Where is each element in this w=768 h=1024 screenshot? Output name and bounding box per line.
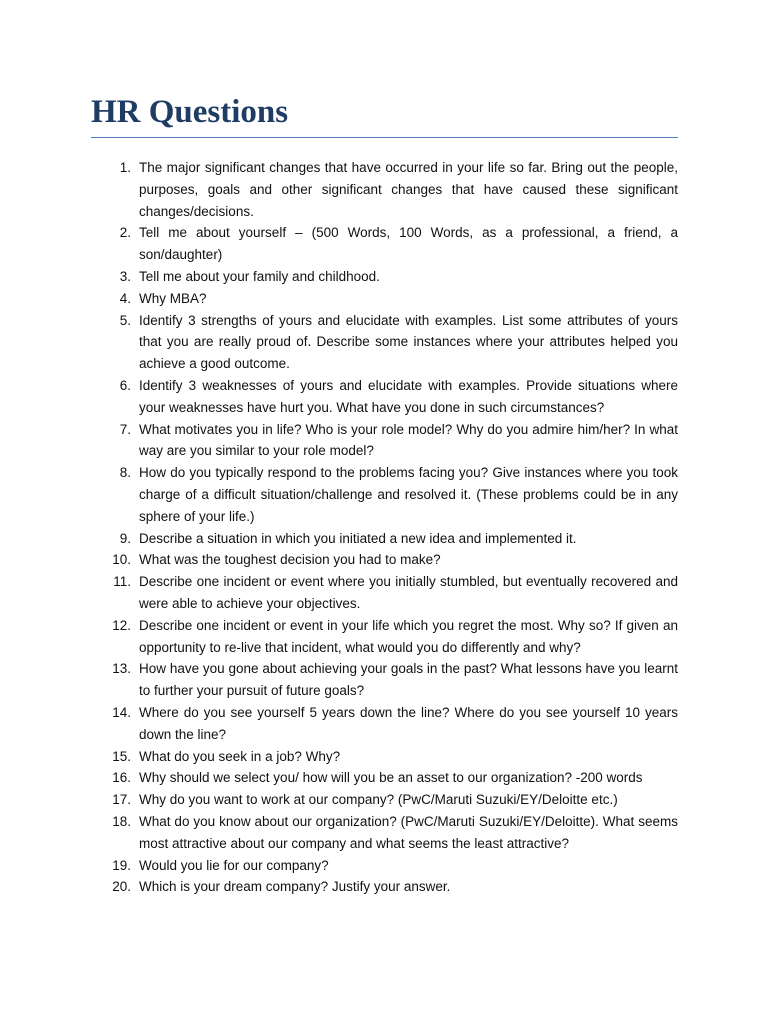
question-number: 2.	[119, 225, 131, 241]
question-number: 17.	[112, 792, 131, 808]
question-item	[91, 571, 678, 615]
question-number: 16.	[112, 770, 131, 786]
question-item	[91, 658, 678, 702]
question-text: What motivates you in life? Who is your role model? Why do you admire him/her? In what way are you similar to your role model?	[139, 421, 678, 459]
question-item	[91, 157, 678, 222]
question-item	[91, 811, 678, 855]
question-item	[91, 375, 678, 419]
question-text: Why do you want to work at our company? (PwC/Maruti Suzuki/EY/Deloitte etc.)	[139, 792, 618, 808]
question-number: 13.	[112, 661, 131, 677]
question-number: 14.	[112, 704, 131, 720]
question-item	[91, 789, 678, 811]
question-number: 1.	[119, 160, 131, 175]
question-text: The major significant changes that have occurred in your life so far. Bring out the people, purposes, goals and other significant changes that have caused these significant changes/decisions.	[139, 160, 678, 219]
question-item	[91, 528, 678, 550]
question-number: 8.	[119, 465, 131, 481]
question-item	[91, 310, 678, 375]
question-item	[91, 876, 678, 898]
question-text: What was the toughest decision you had to make?	[139, 552, 441, 568]
question-list	[91, 157, 678, 898]
question-text: Identify 3 strengths of yours and elucidate with examples. List some attributes of yours that you are really proud of. Describe some instances where your attributes helped you achieve a good outcome.	[139, 312, 678, 372]
question-number: 6.	[119, 377, 131, 393]
question-number: 9.	[119, 530, 131, 546]
question-number: 5.	[119, 312, 131, 328]
question-number: 18.	[112, 813, 131, 829]
question-text: Where do you see yourself 5 years down the line? Where do you see yourself 10 years down the line?	[139, 704, 678, 742]
question-item	[91, 767, 678, 789]
question-text: Describe a situation in which you initiated a new idea and implemented it.	[139, 530, 577, 546]
title-underline-divider	[91, 137, 678, 138]
question-text: What do you know about our organization? (PwC/Maruti Suzuki/EY/Deloitte). What seems most attractive about our company and what seems the least attractive?	[139, 813, 678, 851]
question-text: Why should we select you/ how will you be an asset to our organization? -200 words	[139, 770, 643, 786]
question-text: What do you seek in a job? Why?	[139, 748, 341, 764]
question-number: 10.	[112, 552, 131, 568]
question-text: Describe one incident or event where you initially stumbled, but eventually recovered and were able to achieve your objectives.	[139, 574, 678, 611]
question-text: Why MBA?	[139, 290, 207, 306]
question-number: 15.	[112, 748, 131, 764]
question-text: Tell me about yourself – (500 Words, 100 Words, as a professional, a friend, a son/daughter)	[139, 225, 678, 263]
question-number: 11.	[113, 574, 131, 590]
question-item	[91, 462, 678, 527]
question-item	[91, 266, 678, 288]
question-text: How have you gone about achieving your goals in the past? What lessons have you learnt to further your pursuit of future goals?	[139, 661, 678, 699]
question-text: How do you typically respond to the problems facing you? Give instances where you took charge of a difficult situation/challenge and resolved it. (These problems could be in any sphere of your life.)	[139, 465, 678, 524]
question-text: Describe one incident or event in your life which you regret the most. Why so? If given an opportunity to re-live that incident, what would you do differently and why?	[139, 617, 678, 655]
question-item	[91, 855, 678, 877]
question-item	[91, 549, 678, 571]
question-number: 19.	[112, 857, 131, 873]
question-text: Tell me about your family and childhood.	[139, 268, 380, 284]
question-number: 7.	[119, 421, 131, 437]
question-item	[91, 746, 678, 768]
question-item	[91, 288, 678, 310]
question-item	[91, 419, 678, 463]
question-item	[91, 615, 678, 659]
question-number: 3.	[119, 268, 131, 284]
question-number: 4.	[119, 290, 131, 306]
question-text: Which is your dream company? Justify your answer.	[139, 879, 451, 895]
question-text: Would you lie for our company?	[139, 857, 329, 873]
question-item	[91, 702, 678, 746]
document-title: HR Questions	[91, 94, 289, 130]
question-item	[91, 222, 678, 266]
question-number: 20.	[112, 879, 131, 895]
question-text: Identify 3 weaknesses of yours and elucidate with examples. Provide situations where your weaknesses have hurt you. What have you done in such circumstances?	[139, 377, 678, 415]
question-number: 12.	[112, 617, 131, 633]
